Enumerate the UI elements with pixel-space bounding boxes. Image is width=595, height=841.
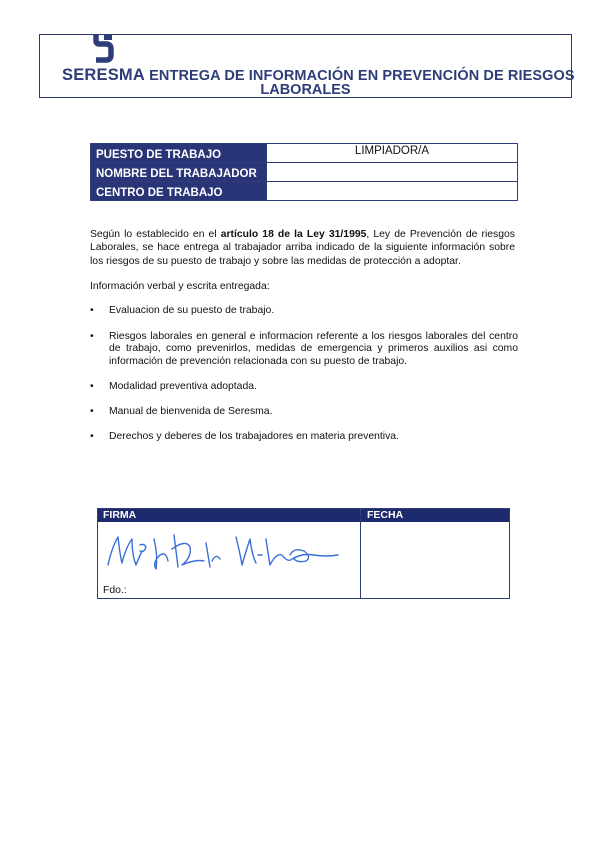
nombre-value[interactable] <box>267 163 518 182</box>
bullet-icon: • <box>90 305 94 316</box>
signature-box <box>97 508 510 599</box>
firma-label: FIRMA <box>103 509 137 521</box>
seresma-logo-icon <box>87 35 115 63</box>
intro-paragraph <box>90 228 515 268</box>
list-item-text: Manual de bienvenida de Seresma. <box>109 405 273 417</box>
list-item <box>90 431 518 444</box>
intro-prefix: Según lo establecido en el <box>90 229 221 240</box>
table-row <box>91 182 518 201</box>
list-item <box>90 381 518 394</box>
list-item-text: Modalidad preventiva adoptada. <box>109 381 257 393</box>
list-item-text: Riesgos laborales en general e informacion referente a los riesgos laborales del centro de trabajo, como prevenirlos, medidas de emergencia y primeros auxilios asi como información de prevención relacionada con su puesto de trabajo. <box>109 330 518 367</box>
bullet-icon: • <box>90 430 94 442</box>
puesto-value[interactable]: LIMPIADOR/A <box>267 144 518 163</box>
fdo-label: Fdo.: <box>103 585 127 596</box>
info-heading: Información verbal y escrita entregada: <box>90 281 270 292</box>
intro-suffix: , Ley de Prevención de riesgos Laborales, se hace entrega al trabajador arriba indicado de la siguiente información sobre los riesgos de su puesto de trabajo y sobre las medidas de protección a adoptar. <box>90 229 515 267</box>
list-item <box>90 305 518 318</box>
column-divider <box>360 509 361 598</box>
fecha-label: FECHA <box>367 509 404 521</box>
signature-box-header <box>98 509 509 522</box>
worker-info-table <box>90 143 518 201</box>
bullet-icon: • <box>90 405 94 417</box>
bullet-icon: • <box>90 381 94 393</box>
handwritten-signature <box>106 525 346 585</box>
table-row <box>91 163 518 182</box>
nombre-label: NOMBRE DEL TRABAJADOR <box>91 163 267 182</box>
list-item-text: Evaluacion de su puesto de trabajo. <box>109 305 275 316</box>
table-row <box>91 144 518 163</box>
puesto-label: PUESTO DE TRABAJO <box>91 144 267 163</box>
title-line-1: ENTREGA DE INFORMACIÓN EN PREVENCIÓN DE RIESGOS <box>149 68 575 84</box>
list-item <box>90 331 518 369</box>
intro-law-reference: artículo 18 de la Ley 31/1995 <box>220 229 367 240</box>
list-item-text: Derechos y deberes de los trabajadores en materia preventiva. <box>109 430 399 442</box>
centro-label: CENTRO DE TRABAJO <box>91 182 267 201</box>
centro-value[interactable] <box>267 182 518 201</box>
document-header <box>39 34 575 98</box>
brand-name: SERESMA <box>62 66 145 84</box>
list-item <box>90 406 518 419</box>
info-list <box>90 305 518 443</box>
title-line-2: LABORALES <box>260 82 351 98</box>
bullet-icon: • <box>90 330 94 342</box>
